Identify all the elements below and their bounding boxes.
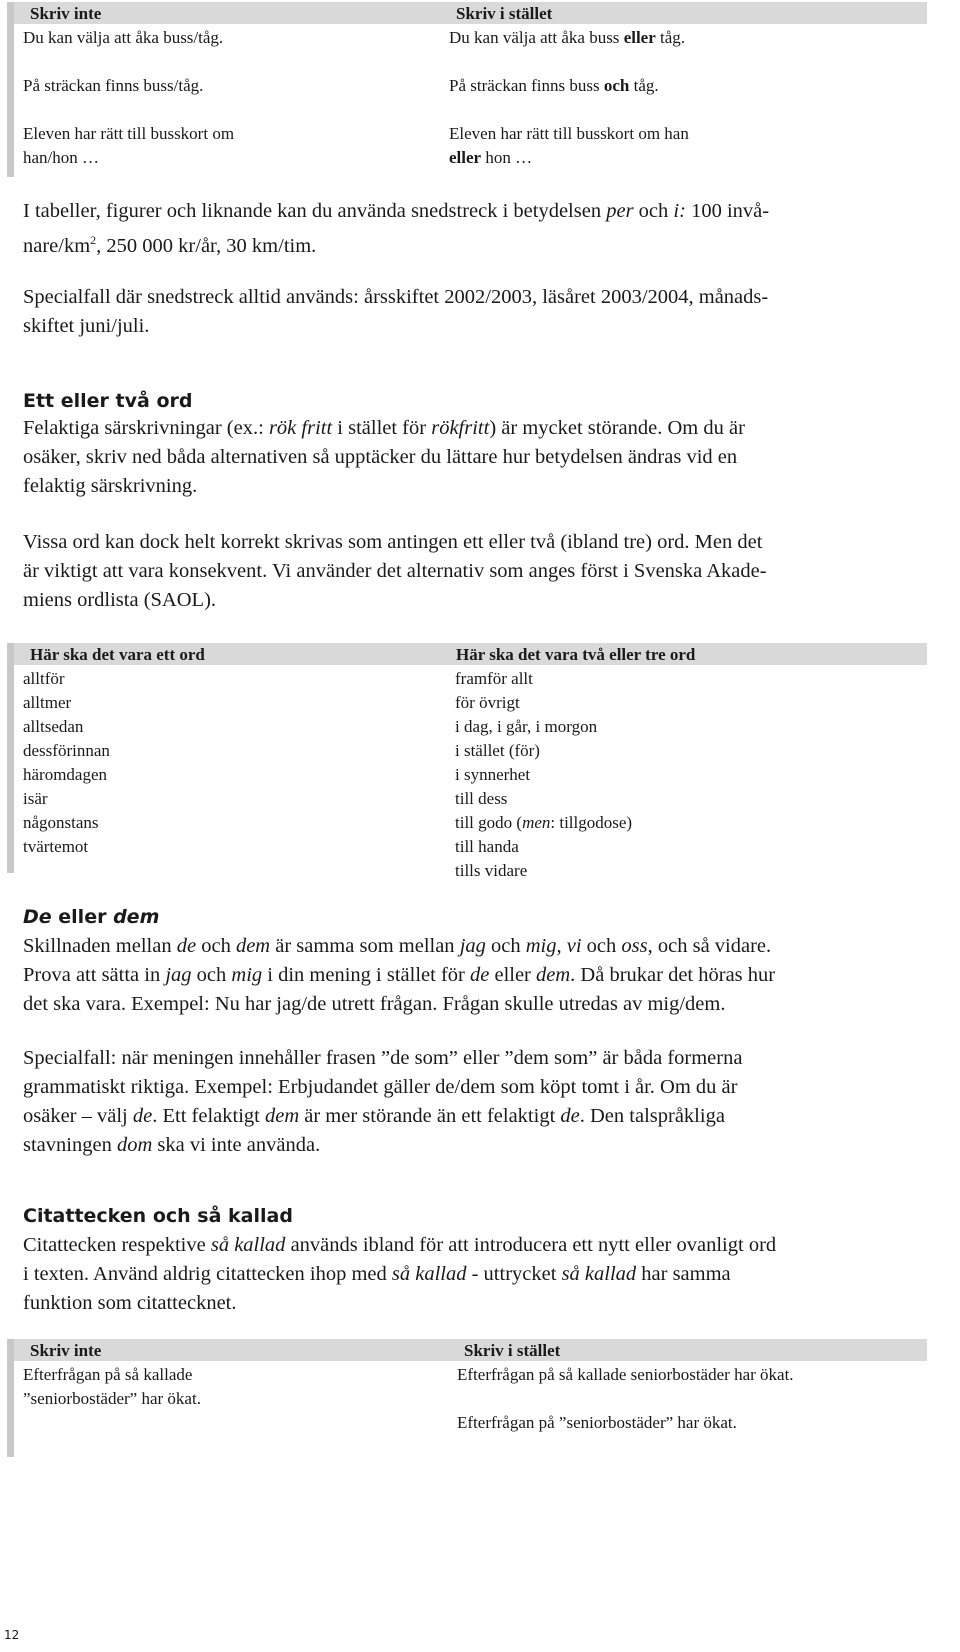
emphasized-word: de <box>560 1105 580 1127</box>
text-segment: har samma <box>636 1263 731 1285</box>
de-dem-special-line-3 <box>23 1102 928 1131</box>
page-number: 12 <box>4 1628 20 1642</box>
slash-special-paragraph: Specialfall där snedstreck alltid används: årsskiftet 2002/2003, läsåret 2003/2004, månads- skiftet juni/juli. <box>23 286 769 337</box>
header-two-three-words: Här ska det vara två eller tre ord <box>456 645 696 664</box>
text-segment: används ibland för att introducera ett nytt eller ovanligt ord <box>285 1234 777 1256</box>
emphasized-word: så kallad <box>210 1234 286 1256</box>
multi-word-item: tills vidare <box>455 861 528 880</box>
text-segment: och <box>581 935 622 957</box>
multi-word-item: i dag, i går, i morgon <box>455 717 598 736</box>
text-segment: stavningen <box>23 1134 117 1156</box>
one-word-item: alltmer <box>23 693 72 712</box>
saol-paragraph: Vissa ord kan dock helt korrekt skrivas som antingen ett eller två (ibland tre) ord. Men det är viktigt att vara konsekvent. Vi använder det alternativ som anges först i Svenska Akade- miens ordlista (SAOL). <box>23 531 767 611</box>
wrong-example-3b: han/hon … <box>23 148 100 167</box>
wrong-example-3a: Eleven har rätt till busskort om <box>23 124 235 143</box>
quotes-line-1 <box>23 1231 928 1260</box>
multi-word-item: i stället (för) <box>455 741 540 760</box>
text-segment: . Ett felaktigt <box>152 1105 265 1127</box>
text-segment: i din mening i stället för <box>262 964 470 986</box>
one-word-item: tvärtemot <box>23 837 89 856</box>
example-box-quotes <box>7 1339 927 1457</box>
text-segment: , och så vidare. <box>647 935 772 957</box>
de-dem-line-2 <box>23 961 928 990</box>
wrong-example-1: Du kan välja att åka buss/tåg. <box>23 28 224 47</box>
multi-word-item: framför allt <box>455 669 533 688</box>
multi-word-item: till handa <box>455 837 519 856</box>
section-heading-one-or-two-words: Ett eller två ord <box>23 390 193 412</box>
text-segment: ska vi inte använda. <box>152 1134 321 1156</box>
box-header-row <box>14 1339 927 1361</box>
de-dem-paragraph: Skillnaden mellan de och dem är samma som mellan jag och mig, vi och oss, och så vidare. Prova att sätta in jag och mig i din mening i stället för de eller dem. Då brukar det höras hur det ska vara. Exempel: Nu har jag/de utrett frågan. Frågan skulle utredas av mig/dem. <box>23 932 928 1019</box>
multi-word-item: i synnerhet <box>455 765 531 784</box>
compound-words-paragraph: Felaktiga särskrivningar (ex.: rök fritt i stället för rökfritt) är mycket störande. Om du är osäker, skriv ned båda alternativen så upptäcker du lättare hur betydelsen ändras vid en felaktig särskrivning. <box>23 417 745 497</box>
emphasized-word: mig <box>525 935 557 957</box>
right-example-3a: Eleven har rätt till busskort om han <box>449 124 689 143</box>
de-dem-special-paragraph: Specialfall: när meningen innehåller frasen ”de som” eller ”dem som” är båda formerna grammatiskt riktiga. Exempel: Erbjudandet gäller de/dem som köpt tomt i år. Om du är osäker – välj de. Ett felaktigt dem är mer störande än ett felaktigt de. Den talspråkliga stavningen dom ska vi inte använda. <box>23 1044 928 1160</box>
text-segment: i texten. Använd aldrig citattecken ihop med <box>23 1263 392 1285</box>
text-segment: , <box>556 935 567 957</box>
right-example-2: På sträckan finns buss och tåg. <box>449 76 659 95</box>
text-segment: eller <box>489 964 537 986</box>
quotes-paragraph: Citattecken respektive så kallad används ibland för att introducera ett nytt eller ovanligt ord i texten. Använd aldrig citattecken ihop med så kallad - uttrycket så kallad har samma funktion som citattecknet. <box>23 1231 928 1318</box>
box-side-bar <box>7 1339 14 1457</box>
header-write-not: Skriv inte <box>30 4 102 23</box>
right-example-1: Efterfrågan på så kallade seniorbostäder har ökat. <box>457 1365 794 1384</box>
text-segment: osäker – välj <box>23 1105 133 1127</box>
slash-usage-paragraph: I tabeller, figurer och liknande kan du använda snedstreck i betydelsen per och i: 100 invå- nare/$km^2$, 250 000 kr/år, 30 km/tim. <box>23 200 770 257</box>
wrong-example-1b: ”seniorbostäder” har ökat. <box>23 1389 201 1408</box>
emphasized-word: jag <box>165 964 192 986</box>
de-dem-line-1 <box>23 932 928 961</box>
emphasized-word: dem <box>536 964 571 986</box>
emphasized-word: vi <box>566 935 582 957</box>
emphasized-word: de <box>469 964 490 986</box>
multi-word-item: till dess <box>455 789 508 808</box>
emphasized-word: de <box>176 935 197 957</box>
text-segment: är samma som mellan <box>270 935 460 957</box>
box-side-bar <box>7 643 14 873</box>
box-side-bar <box>7 2 14 177</box>
wrong-example-2: På sträckan finns buss/tåg. <box>23 76 204 95</box>
section-heading-quotes: Citattecken och så kallad <box>23 1205 293 1227</box>
one-word-item: dessförinnan <box>23 741 110 760</box>
header-write-not: Skriv inte <box>30 1341 102 1360</box>
header-write-instead: Skriv i stället <box>464 1341 561 1360</box>
example-box-slash <box>7 2 927 177</box>
right-example-1: Du kan välja att åka buss eller tåg. <box>449 28 686 47</box>
emphasized-word: de <box>132 1105 153 1127</box>
de-dem-special-line-4 <box>23 1131 928 1160</box>
text-segment: är mer störande än ett felaktigt <box>299 1105 561 1127</box>
text-segment: Skillnaden mellan <box>23 935 177 957</box>
emphasized-word: dem <box>264 1105 300 1127</box>
one-word-item: alltsedan <box>23 717 84 736</box>
text-segment: - uttrycket <box>466 1263 562 1285</box>
emphasized-word: dom <box>116 1134 153 1156</box>
emphasized-word: så kallad <box>391 1263 467 1285</box>
box-header-row <box>14 643 927 665</box>
emphasized-word: jag <box>459 935 486 957</box>
word-list-box <box>7 643 927 880</box>
emphasized-word: mig <box>231 964 263 986</box>
header-one-word: Här ska det vara ett ord <box>30 645 205 664</box>
wrong-example-1a: Efterfrågan på så kallade <box>23 1365 193 1384</box>
one-word-item: isär <box>23 789 48 808</box>
multi-word-item: för övrigt <box>455 693 520 712</box>
emphasized-word: oss <box>621 935 648 957</box>
text-segment: och <box>485 935 526 957</box>
right-example-3b: eller hon … <box>449 148 533 167</box>
text-segment: Prova att sätta in <box>23 964 166 986</box>
text-segment: . Då brukar det höras hur <box>570 964 776 986</box>
text-segment: Citattecken respektive <box>23 1234 211 1256</box>
right-example-2: Efterfrågan på ”seniorbostäder” har ökat. <box>457 1413 737 1432</box>
text-segment: och <box>196 935 236 957</box>
one-word-item: någonstans <box>23 813 99 832</box>
text-segment: . Den talspråkliga <box>579 1105 725 1127</box>
emphasized-word: dem <box>235 935 271 957</box>
emphasized-word: så kallad <box>561 1263 637 1285</box>
one-word-item: alltför <box>23 669 65 688</box>
one-word-item: häromdagen <box>23 765 108 784</box>
header-write-instead: Skriv i stället <box>456 4 553 23</box>
section-heading-de-dem: De eller dem <box>23 906 160 928</box>
multi-word-item: till godo (men: tillgodose) <box>455 813 633 832</box>
box-header-row <box>14 2 927 24</box>
quotes-line-2 <box>23 1260 928 1289</box>
text-segment: och <box>191 964 232 986</box>
